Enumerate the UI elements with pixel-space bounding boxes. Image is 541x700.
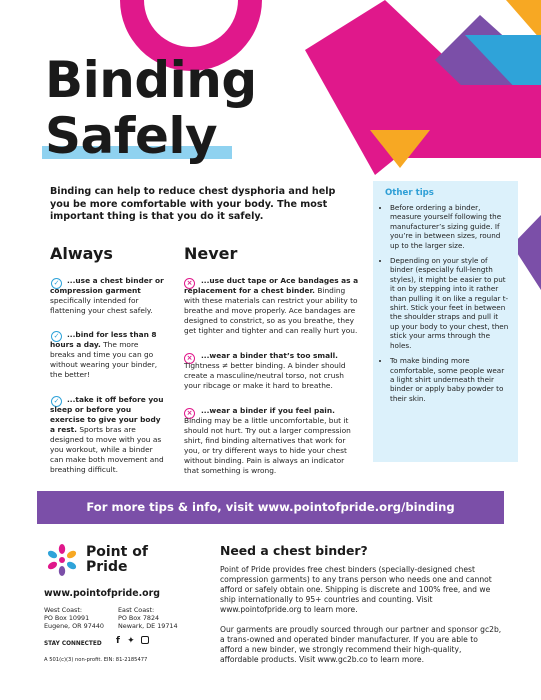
west-coast-box: PO Box 10991	[44, 614, 90, 623]
x-icon: ×	[184, 408, 195, 419]
always-item-1	[50, 276, 170, 316]
never-item-1-text: Binding with these materials can restrict your ability to breathe and move properly. Ace bandages are designed to constrict, so as you breathe, they get tighter and tighter and can really hurt you.	[184, 286, 358, 335]
check-icon: ✓	[51, 278, 62, 289]
title-line-2: Safely	[45, 107, 218, 165]
nonprofit-text: A 501(c)(3) non-profit. EIN: 81-2185477	[44, 657, 148, 663]
never-item-2-bold: ...wear a binder that’s too small.	[201, 351, 338, 360]
check-icon: ✓	[51, 331, 62, 342]
always-item-2-bold: ...bind for less than 8 hours a day.	[50, 330, 157, 349]
need-binder-paragraph-1: Point of Pride provides free chest binders (specially-designed chest compression garments) to any trans person who needs one and cannot afford or safely obtain one. Shipping is discrete and 100% free, and we ship internationally to 95+ countries and counting. Visit www.pointofpride.org to learn more.	[220, 565, 492, 614]
org-name-line-2: Pride	[86, 559, 128, 575]
never-item-3-bold: ...wear a binder if you feel pain.	[201, 406, 335, 415]
never-heading: Never	[184, 244, 238, 263]
east-coast-box: PO Box 7824	[118, 614, 160, 623]
always-item-2	[50, 330, 165, 380]
always-item-3	[50, 395, 168, 475]
always-item-3-text: Sports bras are designed to move with you as you workout, while a binder can make both movement and breathing difficult.	[50, 425, 164, 474]
x-icon: ×	[184, 353, 195, 364]
binding-info-banner[interactable]: For more tips & info, visit www.pointofpride.org/binding	[37, 491, 504, 524]
west-coast-label: West Coast:	[44, 606, 83, 614]
never-item-2	[184, 351, 359, 391]
never-item-3	[184, 406, 359, 476]
tip-item: • Before ordering a binder, measure yourself following the manufacturer’s sizing guide. If you’re in between sizes, round up to the larger size.	[390, 203, 509, 250]
tip-item: • To make binding more comfortable, some people wear a light shirt underneath their binder or apply baby powder to their skin.	[390, 356, 509, 403]
never-item-1-bold: ...use duct tape or Ace bandages as a replacement for a chest binder.	[184, 276, 359, 295]
point-of-pride-logo-icon	[44, 542, 80, 578]
org-website-link[interactable]: www.pointofpride.org	[44, 588, 160, 599]
twitter-icon[interactable]: ✦	[127, 636, 135, 646]
intro-text: Binding can help to reduce chest dysphoria and help you be more comfortable with your body. The most important thing is that you do it safely.	[50, 186, 336, 223]
magenta-square-shape	[397, 85, 541, 158]
always-item-2-text: The more breaks and time you can go without wearing your binder, the better!	[50, 340, 158, 379]
east-coast-label: East Coast:	[118, 606, 155, 614]
check-icon: ✓	[51, 396, 62, 407]
never-item-2-text: Tightness ≠ better binding. A binder should create a masculine/neutral torso, not crush your ribcage or make it hard to breathe.	[184, 361, 346, 390]
always-item-1-bold: ...use a chest binder or compression garment	[50, 276, 164, 295]
social-icons	[116, 636, 149, 646]
always-item-3-bold: ...take it off before you sleep or before you exercise to give your body a rest.	[50, 395, 164, 434]
yellow-triangle-shape	[506, 0, 541, 40]
facebook-icon[interactable]: f	[116, 636, 120, 646]
always-item-1-text: specifically intended for flattening your chest safely.	[50, 296, 153, 315]
page-title	[45, 52, 257, 164]
west-coast-city: Eugene, OR 97440	[44, 622, 104, 631]
always-heading: Always	[50, 244, 113, 263]
need-binder-heading: Need a chest binder?	[220, 543, 368, 558]
org-name-line-1: Point of	[86, 544, 148, 560]
instagram-icon[interactable]	[141, 636, 149, 644]
org-name	[86, 545, 148, 575]
x-icon: ×	[184, 278, 195, 289]
need-binder-paragraph-2: Our garments are proudly sourced through our partner and sponsor gc2b, a trans-owned and operated binder manufacturer. If you are able to afford a new binder, we strongly recommend their high-quality, affordable products. Visit www.gc2b.co to learn more.	[220, 625, 502, 664]
west-coast-address	[44, 606, 104, 631]
title-line-1: Binding	[45, 51, 257, 109]
never-item-3-text: Binding may be a little uncomfortable, but it should not hurt. Try out a larger compression shirt, find binding alternatives that work for you, or try different ways to hide your chest without binding. Pain is always an indicator that something is wrong.	[184, 416, 351, 475]
never-item-1	[184, 276, 359, 336]
east-coast-address	[118, 606, 178, 631]
east-coast-city: Newark, DE 19714	[118, 622, 178, 631]
tip-item: • Depending on your style of binder (especially full-length styles), it might be easier to put it on by stepping into it rather than pulling it on like a regular t-shirt. Stick your feet in between the shoulder straps and pull it up your body to your chest, then stick your arms through the holes.	[390, 256, 509, 350]
other-tips-list	[381, 203, 509, 409]
stay-connected-label: STAY CONNECTED	[44, 641, 102, 647]
other-tips-heading: Other tips	[385, 188, 434, 198]
other-tips-panel	[373, 181, 518, 462]
